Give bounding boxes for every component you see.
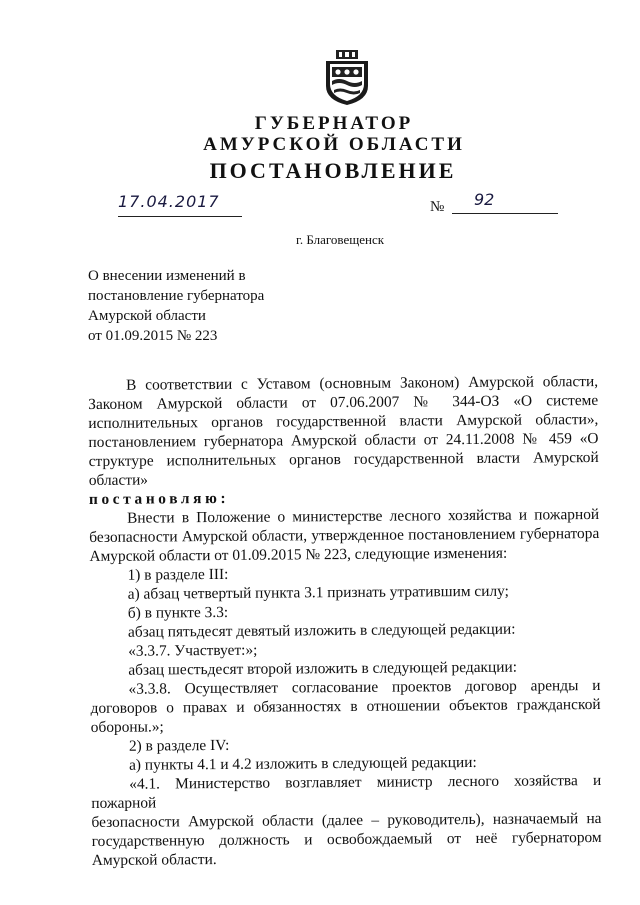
number-field (452, 190, 558, 214)
resolve-word: постановляю: (88, 489, 230, 508)
header-title-line1: ГУБЕРНАТОР (254, 113, 414, 134)
body-line: безопасности Амурской области (далее – руководитель), назначаемый на (91, 809, 602, 831)
subject-line: от 01.09.2015 № 223 (88, 328, 218, 344)
subject-line: Амурской области (88, 308, 206, 324)
body-line: «3.3.7. Участвует:»; (128, 641, 258, 660)
body-line: 2) в разделе IV: (128, 736, 230, 755)
body-line: Амурской области. (91, 851, 217, 869)
subject-line: О внесении изменений в (88, 268, 246, 284)
coat-of-arms-icon (322, 50, 372, 106)
body-line: постановлением губернатора Амурской области от 24.11.2008 № 459 «О (88, 429, 599, 451)
subject-block (88, 266, 264, 346)
body-line: б) в пункте 3.3: (127, 603, 229, 622)
body-line: 1) в разделе III: (127, 565, 229, 584)
body-line: государственную должность и освобождаемый от неё губернатором (91, 828, 602, 850)
city-line: г. Благовещенск (295, 232, 385, 247)
body-line: а) пункты 4.1 и 4.2 изложить в следующей редакции: (128, 753, 477, 774)
body-line: а) абзац четвертый пункта 3.1 признать утратившим силу; (127, 582, 509, 603)
body-line: договоров о правах и обязанностях в отношении объектов гражданской (90, 695, 601, 717)
date-field (118, 192, 242, 217)
body-line: области» (88, 471, 149, 489)
body-line: Амурской области от 01.09.2015 № 223, следующие изменения: (89, 544, 508, 565)
body-line: безопасности Амурской области, утвержденное постановлением губернатора (89, 524, 600, 546)
body-line: «3.3.8. Осуществляет согласование проектов договор аренды и (128, 676, 601, 698)
body-line: структуре исполнительных органов государственной власти Амурской (88, 448, 599, 470)
body-line: Законом Амурской области от 07.06.2007 № 344-ОЗ «О системе (88, 391, 599, 413)
document-body (88, 372, 602, 870)
handwritten-number: 92 (474, 190, 495, 209)
document-type-title: ПОСТАНОВЛЕНИЕ (209, 158, 457, 183)
handwritten-date: 17.04.2017 (118, 192, 220, 211)
body-line: В соответствии с Уставом (основным Законом) Амурской области, (126, 372, 599, 394)
body-line: обороны.»; (90, 718, 164, 736)
subject-line: постановление губернатора (88, 288, 265, 304)
number-label: № (430, 199, 445, 215)
body-line: абзац шестьдесят второй изложить в следующей редакции: (128, 658, 518, 679)
header-title-line2: АМУРСКОЙ ОБЛАСТИ (203, 134, 465, 155)
body-line: исполнительных органов государственной власти Амурской области», (88, 410, 599, 432)
body-line: «4.1. Министерство возглавляет министр лесного хозяйства и пожарной (91, 771, 602, 812)
body-line: абзац пятьдесят девятый изложить в следующей редакции: (127, 620, 516, 641)
body-line: Внести в Положение о министерстве лесного хозяйства и пожарной (127, 505, 600, 527)
